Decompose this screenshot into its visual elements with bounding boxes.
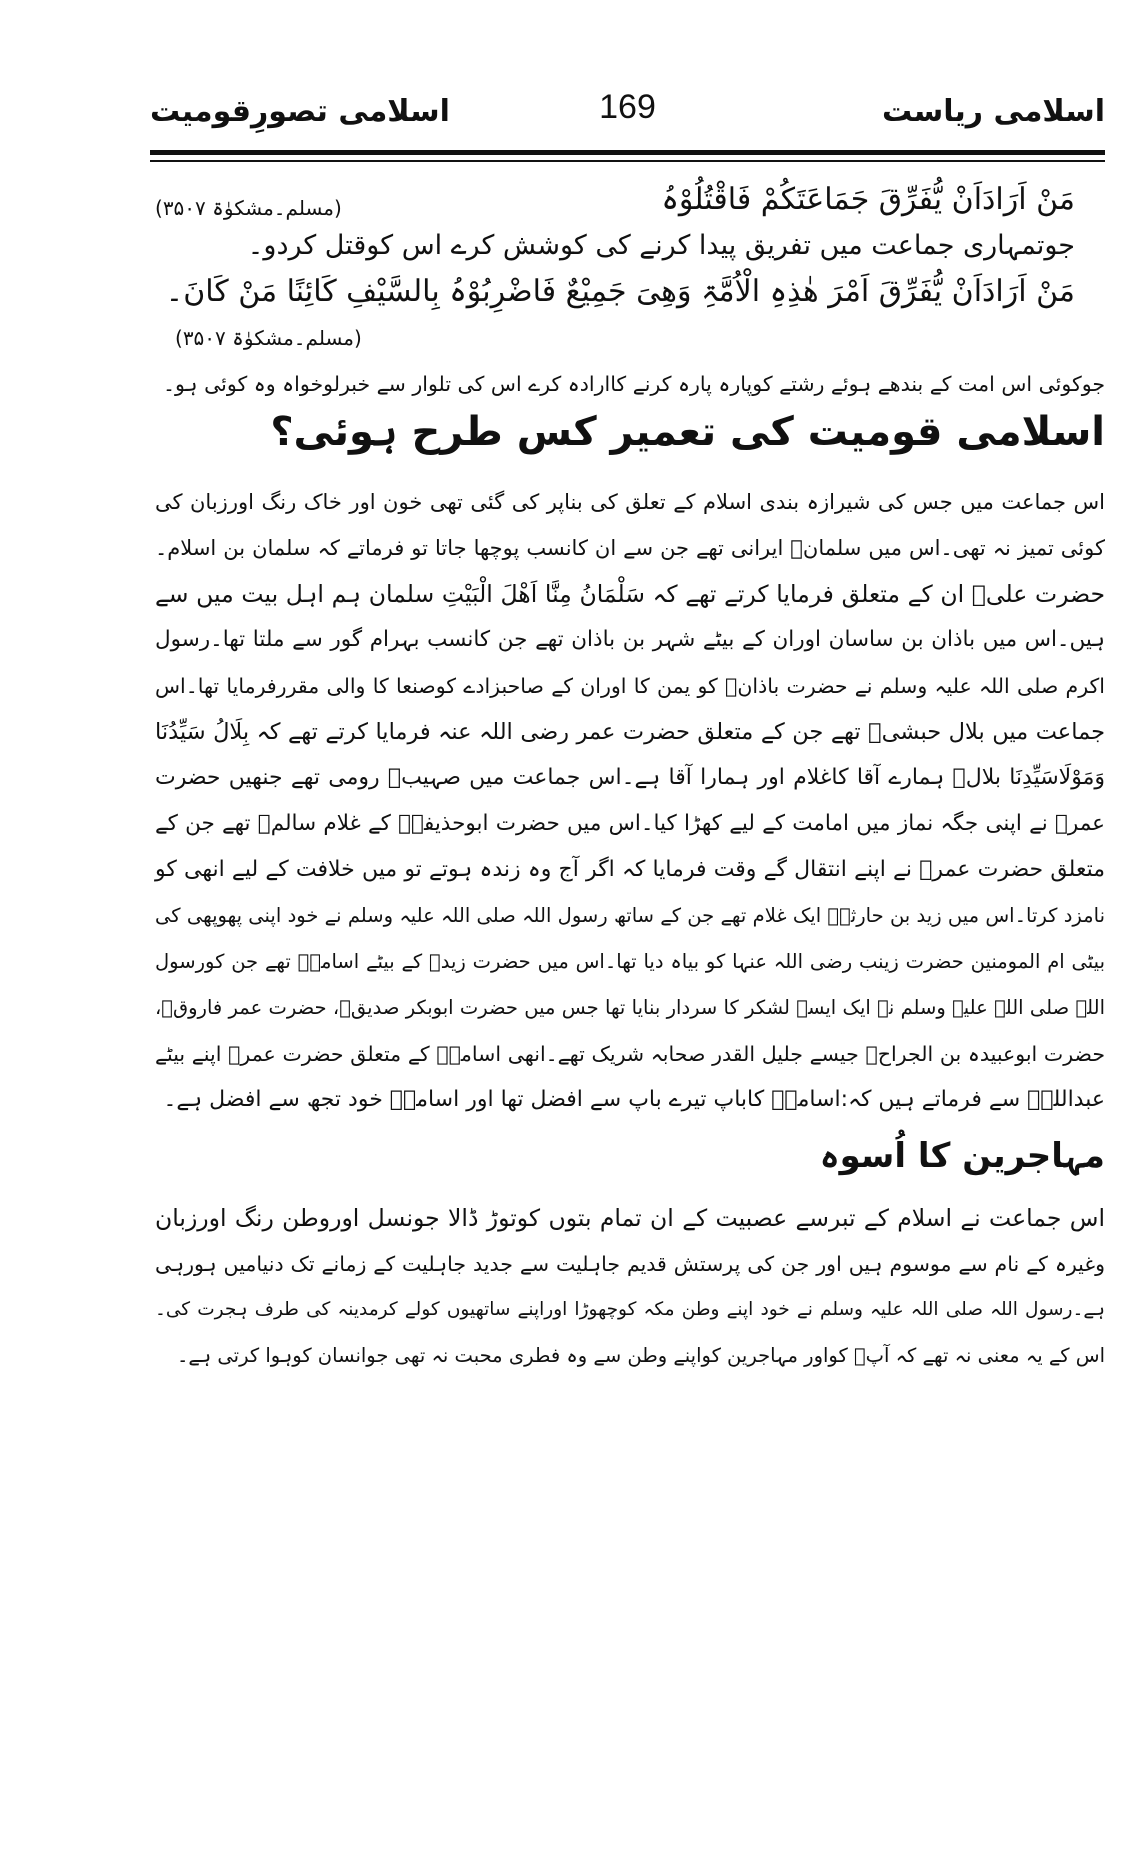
section2-line: وغیرہ کے نام سے موسوم ہیں اور جن کی پرستش قدیم جاہلیت سے جدید جاہلیت کے زمانے تک دنیامیں ہورہی <box>155 1252 1105 1276</box>
section1-heading: اسلامی قومیت کی تعمیر کس طرح ہوئی؟ <box>270 409 1105 455</box>
section1-line: وَمَوْلَاسَیِّدِنَا بلالؓ ہمارے آقا کاغلام اور ہمارا آقا ہے۔اس جماعت میں صہیبؓ رومی تھے جنھیں حضرت <box>155 765 1105 790</box>
section1-line: کوئی تمیز نہ تھی۔اس میں سلمانؓ ایرانی تھے جن سے ان کانسب پوچھا جاتا تو فرماتے کہ سلمان بن اسلام۔ <box>155 536 1105 560</box>
section1-line: حضرت علیؓ ان کے متعلق فرمایا کرتے تھے کہ سَلْمَانُ مِنَّا اَھْلَ الْبَیْتِ سلمان ہم اہل بیت میں سے <box>155 580 1105 608</box>
section2-line: اس کے یہ معنی نہ تھے کہ آپؐ کواور مہاجرین کواپنے وطن سے وہ فطری محبت نہ تھی جوانسان کوہوا کرتی ہے۔ <box>176 1344 1105 1367</box>
hadith1-reference: (مسلم۔مشکوٰۃ ۳۵۰۷) <box>155 196 342 220</box>
header-rule-thick <box>150 150 1105 155</box>
hadith1-translation: جوتمہاری جماعت میں تفریق پیدا کرنے کی کوشش کرے اس کوقتل کردو۔ <box>247 230 1075 261</box>
section1-line: متعلق حضرت عمرؓ نے اپنے انتقال گے وقت فرمایا کہ اگر آج وہ زندہ ہوتے تو میں خلافت کے لیے انھی کو <box>155 857 1105 882</box>
hadith2-translation: جوکوئی اس امت کے بندھے ہوئے رشتے کوپارہ پارہ کرنے کاارادہ کرے اس کی تلوار سے خبرلوخواہ وہ کوئی ہو۔ <box>162 372 1105 396</box>
section2-line: ہے۔رسول اللہ صلی اللہ علیہ وسلم نے خود اپنے وطن مکہ کوچھوڑا اوراپنے ساتھیوں کولے کرمدینہ کی طرف ہجرت کی۔ <box>155 1299 1105 1320</box>
section1-line: عمرؓ نے اپنی جگہ نماز میں امامت کے لیے کھڑا کیا۔اس میں حضرت ابوحذیفہؓ کے غلام سالمؓ تھے جن کے <box>155 811 1105 836</box>
hadith2-reference: (مسلم۔مشکوٰۃ ۳۵۰۷) <box>175 326 362 350</box>
section1-line: جماعت میں بلال حبشیؓ تھے جن کے متعلق حضرت عمر رضی اللہ عنہ فرمایا کرتے تھے کہ بِلَالُ سَیِّدُنَا <box>155 719 1105 745</box>
page-header <box>150 88 1105 148</box>
section1-line: نامزد کرتا۔اس میں زید بن حارثہؓ ایک غلام تھے جن کے ساتھ رسول اللہ صلی اللہ علیہ وسلم نے خود اپنی پھوپھی کی <box>155 904 1105 927</box>
section1-line: عبداللہؓ سے فرماتے ہیں کہ:اسامہؓ کاباپ تیرے باپ سے افضل تھا اور اسامہؓ خود تجھ سے افضل ہے۔ <box>163 1087 1105 1112</box>
header-rule-thin <box>150 160 1105 162</box>
page-number: 169 <box>599 88 656 126</box>
section1-line: بیٹی ام المومنین حضرت زینب رضی اللہ عنہا کو بیاہ دیا تھا۔اس میں حضرت زیدؓ کے بیٹے اسامہؓ تھے جن کورسول <box>155 950 1105 973</box>
section1-line: حضرت ابوعبیدہ بن الجراحؓ جیسے جلیل القدر صحابہ شریک تھے۔انھی اسامہؓ کے متعلق حضرت عمرؓ اپنے بیٹے <box>155 1042 1105 1066</box>
section1-line: اس جماعت میں جس کی شیرازہ بندی اسلام کے تعلق کی بناپر کی گئی تھی خون اور خاک رنگ اورزبان کی <box>155 490 1105 514</box>
header-book-title: اسلامی ریاست <box>882 94 1105 129</box>
section1-line: اللہ صلی اللہ علیہ وسلم نے ایک ایسے لشکر کا سردار بنایا تھا جس میں حضرت ابوبکر صدیقؓ، حضرت عمر فاروقؓ، <box>155 996 1105 1019</box>
header-chapter-title: اسلامی تصورِقومیت <box>150 94 450 129</box>
section2-heading: مہاجرین کا اُسوہ <box>819 1136 1105 1176</box>
section1-line: اکرم صلی اللہ علیہ وسلم نے حضرت باذانؓ کو یمن کا اوران کے صاحبزادے کوصنعا کا والی مقررفرمایا تھا۔اس <box>155 674 1105 698</box>
hadith2-arabic: مَنْ اَرَادَاَنْ یُّفَرِّقَ اَمْرَ ھٰذِہِ الْاُمَّۃِ وَھِیَ جَمِیْعٌ فَاضْرِبُوْہُ بِالسَّیْفِ کَائِنًا مَنْ کَانَ۔ <box>165 274 1075 309</box>
hadith1-arabic: مَنْ اَرَادَاَنْ یُّفَرِّقَ جَمَاعَتَکُمْ فَاقْتُلُوْہُ <box>661 182 1075 217</box>
section1-line: ہیں۔اس میں باذان بن ساسان اوران کے بیٹے شہر بن باذان تھے جن کانسب بہرام گور سے ملتا تھا۔رسول <box>155 627 1105 652</box>
section2-line: اس جماعت نے اسلام کے تبرسے عصبیت کے ان تمام بتوں کوتوڑ ڈالا جونسل اوروطن رنگ اورزبان <box>155 1204 1105 1232</box>
